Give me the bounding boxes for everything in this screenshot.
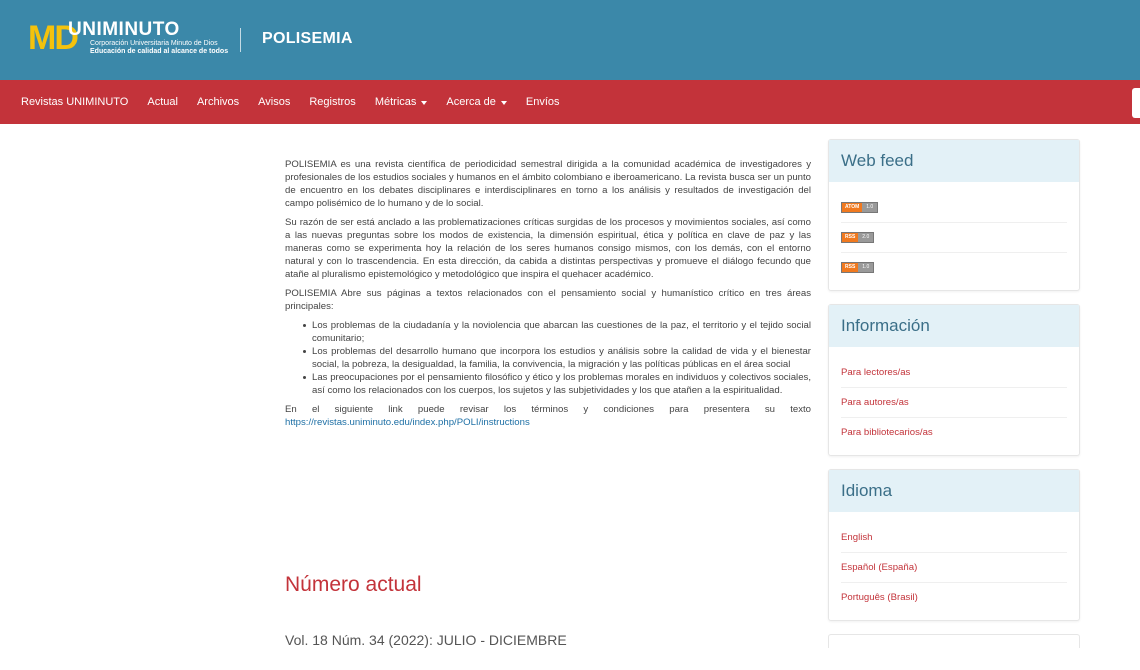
nav-item-registros[interactable] [309, 96, 355, 108]
uniminuto-logo[interactable] [28, 16, 229, 60]
description-paragraph: POLISEMIA es una revista científica de periodicidad semestral dirigida a la comunidad académica de investigadores y profesionales de los estudios sociales y humanos en el ámbito colombiano e iberoamericano. La revista busca ser un punto de encuentro en los debates disciplinares e interdisciplinares en torno a los análisis y resultados de investigación del campo polisémico de lo humano y de lo social. [285, 159, 811, 209]
nav-item-envíos[interactable] [526, 96, 560, 108]
feed-version: 2.0 [858, 233, 873, 242]
list-item: Los problemas de la ciudadanía y la noviolencia que abarcan las cuestiones de la paz, el territorio y el tejido social comunitario; [285, 319, 811, 345]
language-link[interactable]: Español (España) [841, 562, 918, 573]
nav-item-actual[interactable] [147, 96, 178, 108]
block-title: Web feed [829, 140, 1079, 182]
logo-tagline: Educación de calidad al alcance de todos [90, 48, 229, 55]
nav-item-métricas[interactable] [375, 96, 428, 108]
information-link[interactable]: Para autores/as [841, 397, 909, 408]
instructions-link[interactable]: https://revistas.uniminuto.edu/index.php/POLI/instructions [285, 417, 530, 428]
logo-mark: MD [28, 19, 77, 57]
feed-format: RSS [842, 233, 858, 242]
nav-item-label: Revistas UNIMINUTO [21, 96, 129, 108]
list-item [841, 417, 1067, 447]
feed-version: 1.0 [858, 263, 873, 272]
feed-badge[interactable] [841, 232, 874, 243]
web-feed-block [828, 139, 1080, 291]
feed-row [841, 192, 1067, 222]
primary-nav [0, 80, 1140, 124]
description-paragraph: Su razón de ser está anclado a las problematizaciones críticas surgidas de los procesos y movimientos sociales, así como a las nuevas preguntas sobre los modos de existencia, la dimensión espiritual, ética y política en clave de paz y las maneras como se experimenta hoy la relación de los seres humanos consigo mismos, con los demás, con el entorno natural y con lo trascendencia. En esta dirección, da cabida a distintas perspectivas y promueve el diálogo fecundo que atañe al pluralismo epistemológico y metodológico que inspira el quehacer académico. [285, 217, 811, 280]
journal-description [285, 158, 811, 435]
information-block [828, 304, 1080, 456]
list-item: Las preocupaciones por el pensamiento filosófico y ético y los problemas morales en individuos y colectivos sociales, así como los relacionados con los cuerpos, los sujetos y las subjetividades y los que atañen a la espiritualidad. [285, 371, 811, 397]
information-link[interactable]: Para lectores/as [841, 366, 911, 378]
nav-item-label: Actual [147, 96, 178, 108]
next-block [828, 634, 1080, 648]
feed-row [841, 222, 1067, 252]
language-link[interactable]: English [841, 531, 873, 543]
site-title-link[interactable]: POLISEMIA [262, 30, 353, 47]
current-issue-heading: Número actual [285, 573, 422, 596]
caret-down-icon [501, 101, 507, 105]
feed-version: 1.0 [862, 203, 877, 212]
list-item [841, 552, 1067, 582]
nav-item-label: Avisos [258, 96, 291, 108]
current-issue-title[interactable]: Vol. 18 Núm. 34 (2022): JULIO - DICIEMBRE [285, 632, 567, 648]
nav-item-avisos[interactable] [258, 96, 290, 108]
nav-list [21, 80, 579, 124]
information-link[interactable]: Para bibliotecarios/as [841, 427, 933, 438]
list-item: Los problemas del desarrollo humano que incorpora los estudios y análisis sobre la calidad de vida y el bienestar social, la pobreza, la desigualdad, la familia, la convivencia, la migración y las políticas públicas en el área social [285, 345, 811, 371]
feed-badge[interactable] [841, 262, 874, 273]
instructions-paragraph [285, 403, 811, 429]
language-link[interactable]: Português (Brasil) [841, 592, 918, 603]
list-item [841, 387, 1067, 417]
feed-format: RSS [842, 263, 858, 272]
areas-list [285, 319, 811, 397]
block-title: Información [829, 305, 1079, 347]
instructions-text: En el siguiente link puede revisar los términos y condiciones para presentera su texto [285, 404, 811, 415]
nav-item-archivos[interactable] [197, 96, 239, 108]
search-field[interactable] [1132, 88, 1140, 118]
site-header [0, 0, 1140, 80]
list-item [841, 357, 1067, 387]
nav-item-acerca-de[interactable] [446, 96, 507, 108]
header-divider [240, 28, 241, 52]
logo-subtitle: Corporación Universitaria Minuto de Dios [90, 40, 218, 47]
nav-item-label: Archivos [196, 96, 240, 108]
block-title: Idioma [829, 470, 1079, 512]
nav-item-label: Acerca de [446, 96, 496, 108]
feed-badge[interactable] [841, 202, 878, 213]
caret-down-icon [421, 101, 427, 105]
list-item [841, 582, 1067, 612]
nav-item-label: Envíos [525, 96, 560, 108]
feed-list [829, 182, 1079, 290]
feed-format: ATOM [842, 203, 862, 212]
sidebar [828, 139, 1080, 648]
description-paragraph: POLISEMIA Abre sus páginas a textos relacionados con el pensamiento social y humanístico crítico en tres áreas principales: [285, 288, 811, 312]
nav-item-label: Registros [309, 96, 356, 108]
feed-row [841, 252, 1067, 282]
information-links [829, 347, 1079, 455]
list-item [841, 522, 1067, 552]
language-links [829, 512, 1079, 620]
logo-name: UNIMINUTO [68, 19, 180, 40]
nav-item-label: Métricas [374, 96, 417, 108]
language-block [828, 469, 1080, 621]
nav-item-revistas-uniminuto[interactable] [21, 96, 128, 108]
